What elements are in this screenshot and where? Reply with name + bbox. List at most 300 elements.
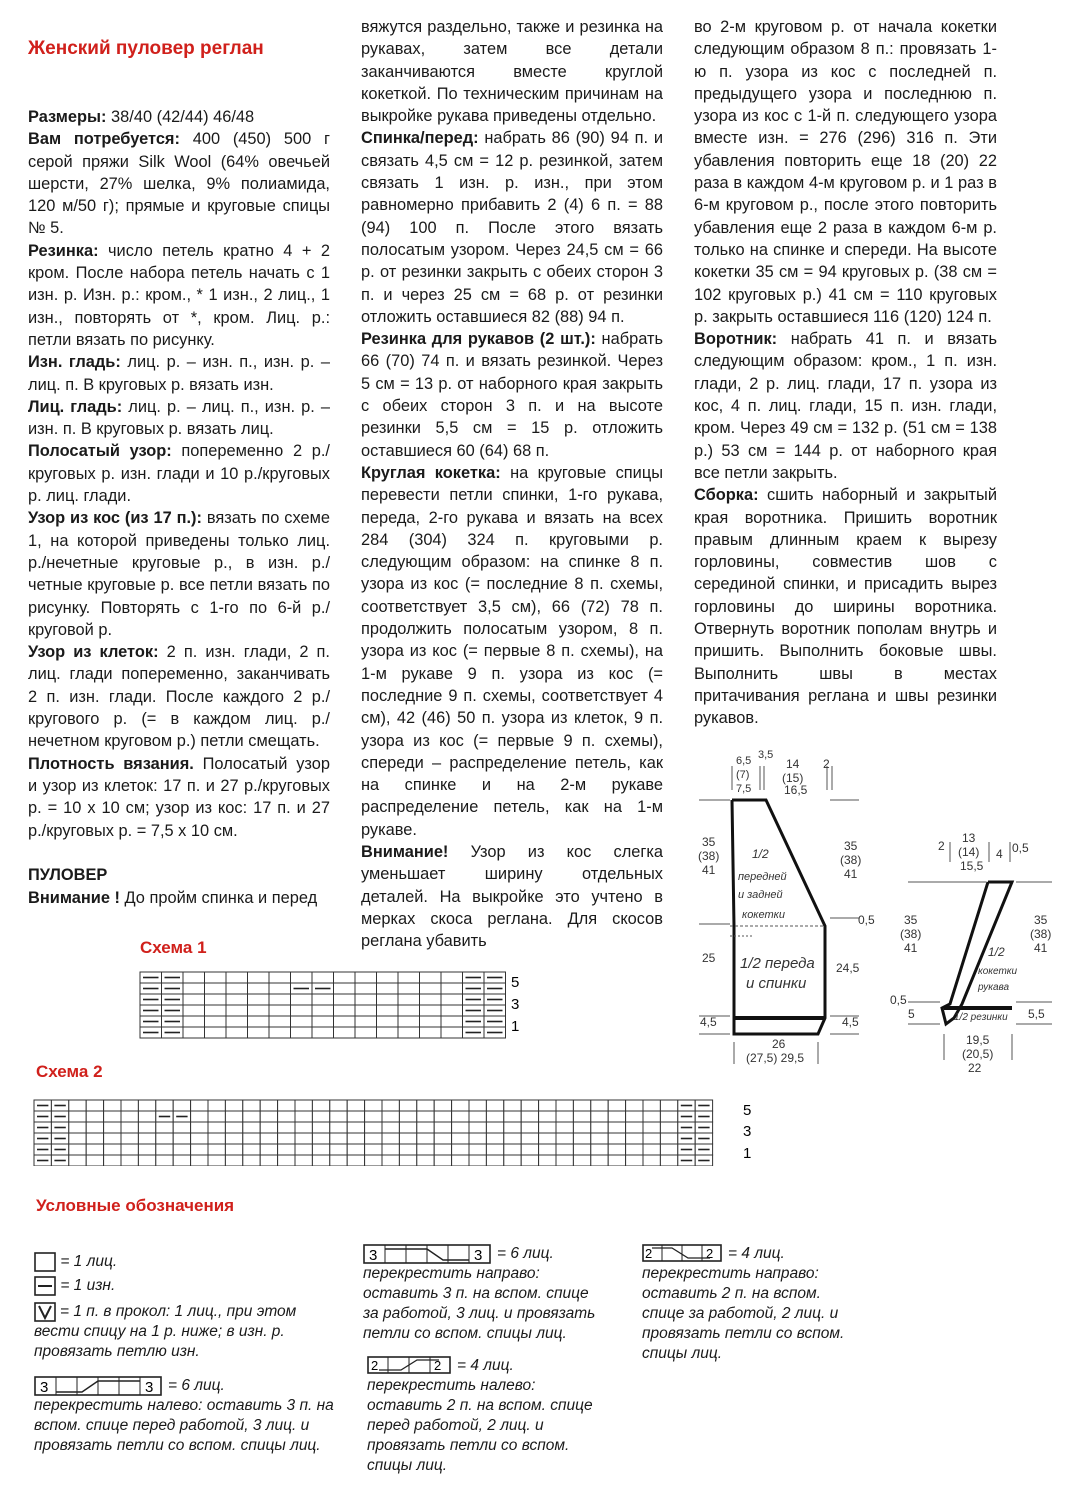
chart-cell: [205, 972, 227, 983]
chart-cell: [312, 1111, 329, 1122]
legend-purl: = 1 изн.: [34, 1276, 334, 1296]
chart-cell: [399, 1122, 416, 1133]
chart-cell: [183, 1027, 205, 1038]
chart-cell: [260, 1100, 277, 1111]
cross-4-right-symbol-icon: [642, 1244, 722, 1262]
paragraph: [28, 351, 330, 396]
chart-cell: [226, 972, 248, 983]
chart-cell: [382, 1100, 399, 1111]
svg-text:(38): (38): [698, 849, 720, 863]
chart-cell: [573, 1144, 590, 1155]
chart-cell: [441, 972, 463, 983]
svg-text:кокетки: кокетки: [742, 909, 785, 921]
chart-cell: [173, 1144, 190, 1155]
paragraph-text: попеременно 2 р./круговых р. изн. глади и 10 р./круговых р. лиц. глади.: [28, 442, 330, 506]
paragraph-heading: Резинка:: [28, 241, 99, 260]
chart-cell: [434, 1122, 451, 1133]
chart-cell: [434, 1155, 451, 1166]
paragraph: [361, 841, 663, 952]
sleeve-pattern-diagram: [888, 828, 1078, 1080]
paragraph-text: лиц. р. – изн. п., изн. р. – лиц. п. В круговых р. вязать изн.: [28, 353, 330, 394]
chart-cell: [355, 983, 377, 994]
chart-cell: [365, 1111, 382, 1122]
chart-cell: [420, 1005, 442, 1016]
chart-cell: [334, 1016, 356, 1027]
chart-cell: [156, 1144, 173, 1155]
svg-text:35: 35: [844, 839, 858, 853]
chart-cell: [591, 1155, 608, 1166]
chart-cell: [312, 1144, 329, 1155]
chart-cell: [225, 1155, 242, 1166]
chart-cell: [226, 983, 248, 994]
paragraph-heading: Спинка/перед:: [361, 129, 479, 148]
chart-cell: [205, 1027, 227, 1038]
legend-cross6-right: 3 3 = 6 лиц. перекрестить направо: оставить 3 п. на вспом. спице за работой, 3 лиц. и провязать петли со вспом. спицы лиц.: [363, 1245, 596, 1342]
chart-cell: [469, 1100, 486, 1111]
chart-cell: [539, 1111, 556, 1122]
scheme-1-title: Схема 1: [140, 938, 207, 957]
svg-text:35: 35: [702, 835, 716, 849]
chart-cell: [260, 1155, 277, 1166]
svg-text:3,5: 3,5: [758, 749, 774, 761]
chart-cell: [138, 1144, 155, 1155]
chart-cell: [260, 1144, 277, 1155]
svg-text:1/2: 1/2: [752, 847, 769, 861]
chart-cell: [104, 1122, 121, 1133]
purl-symbol-icon: [34, 1276, 56, 1296]
chart-cell: [225, 1144, 242, 1155]
svg-text:2: 2: [938, 839, 945, 853]
chart-cell: [399, 1133, 416, 1144]
page-title: Женский пуловер реглан: [28, 38, 264, 59]
chart-cell: [417, 1100, 434, 1111]
chart-cell: [86, 1155, 103, 1166]
chart-cell: [225, 1111, 242, 1122]
chart-cell: [626, 1111, 643, 1122]
chart-cell: [504, 1100, 521, 1111]
chart-cell: [208, 1155, 225, 1166]
svg-text:(14): (14): [958, 845, 980, 859]
chart-cell: [660, 1133, 677, 1144]
chart-cell: [504, 1144, 521, 1155]
chart-cell: [452, 1155, 469, 1166]
chart-cell: [452, 1100, 469, 1111]
chart-cell: [382, 1144, 399, 1155]
svg-text:41: 41: [702, 863, 716, 877]
svg-text:0,5: 0,5: [890, 993, 907, 1007]
chart-cell: [295, 1122, 312, 1133]
chart-cell: [208, 1111, 225, 1122]
cross-6-left-symbol-icon: [34, 1376, 162, 1396]
chart-cell: [183, 983, 205, 994]
chart-cell: [69, 1122, 86, 1133]
paragraph-text: Полосатый узор и узор из клеток: 17 п. и 27 р./круговых р. = 10 х 10 см; узор из кос: 17 п. и 27 р./круговых р. = 7,5 х 10 см.: [28, 754, 330, 840]
paragraph: [28, 396, 330, 441]
chart-cell: [441, 1027, 463, 1038]
chart-cell: [626, 1155, 643, 1166]
svg-text:3: 3: [474, 1247, 483, 1264]
chart-cell: [399, 1100, 416, 1111]
chart-cell: [355, 1027, 377, 1038]
chart-cell: [330, 1144, 347, 1155]
chart-cell: [573, 1122, 590, 1133]
chart-cell: [205, 1016, 227, 1027]
chart-cell: [269, 972, 291, 983]
chart-cell: [417, 1111, 434, 1122]
paragraph-heading: Лиц. гладь:: [28, 397, 123, 416]
svg-text:14: 14: [786, 757, 800, 771]
chart-cell: [556, 1133, 573, 1144]
scheme-2-row-label: 3: [743, 1123, 752, 1140]
chart-cell: [539, 1144, 556, 1155]
chart-cell: [521, 1111, 538, 1122]
chart-cell: [573, 1133, 590, 1144]
chart-cell: [278, 1122, 295, 1133]
svg-text:4,5: 4,5: [700, 1015, 717, 1029]
scheme-2-grid: [34, 1100, 713, 1166]
chart-cell: [173, 1133, 190, 1144]
chart-cell: [398, 1027, 420, 1038]
chart-cell: [434, 1111, 451, 1122]
paragraph-text: вязать по схеме 1, на которой приведены только лиц. р./нечетные круговые р., в изн. р./четные круговые р. все петли вязать по рисунку. Повторять с 1-го по 6-й р./круговой р.: [28, 509, 331, 639]
svg-text:(38): (38): [840, 853, 862, 867]
svg-text:41: 41: [904, 941, 918, 955]
chart-cell: [399, 1155, 416, 1166]
chart-cell: [312, 1122, 329, 1133]
chart-cell: [591, 1122, 608, 1133]
svg-text:16,5: 16,5: [784, 783, 808, 797]
chart-cell: [626, 1144, 643, 1155]
paragraph-text: 38/40 (42/44) 46/48: [106, 108, 255, 126]
paragraph: [28, 128, 330, 239]
chart-cell: [121, 1144, 138, 1155]
chart-cell: [312, 1016, 334, 1027]
chart-cell: [173, 1122, 190, 1133]
chart-cell: [312, 994, 334, 1005]
chart-cell: [205, 983, 227, 994]
svg-text:(15): (15): [782, 771, 804, 785]
chart-cell: [355, 994, 377, 1005]
chart-cell: [608, 1122, 625, 1133]
chart-cell: [312, 1133, 329, 1144]
chart-cell: [608, 1133, 625, 1144]
chart-cell: [208, 1100, 225, 1111]
chart-cell: [521, 1133, 538, 1144]
svg-text:5: 5: [908, 1007, 915, 1021]
chart-cell: [441, 1005, 463, 1016]
chart-cell: [69, 1100, 86, 1111]
chart-cell: [156, 1122, 173, 1133]
chart-cell: [347, 1111, 364, 1122]
chart-cell: [347, 1100, 364, 1111]
chart-cell: [312, 1027, 334, 1038]
chart-cell: [556, 1111, 573, 1122]
svg-text:(27,5) 29,5: (27,5) 29,5: [746, 1051, 805, 1065]
chart-cell: [556, 1100, 573, 1111]
chart-cell: [225, 1133, 242, 1144]
paragraph: [361, 328, 663, 462]
svg-text:2: 2: [434, 1358, 442, 1373]
chart-cell: [248, 1005, 270, 1016]
chart-cell: [291, 972, 313, 983]
chart-cell: [269, 994, 291, 1005]
svg-text:1/2: 1/2: [988, 945, 1005, 959]
svg-text:1/2 переда: 1/2 переда: [740, 955, 815, 972]
chart-cell: [486, 1144, 503, 1155]
paragraph-heading: Изн. гладь:: [28, 353, 121, 372]
chart-cell: [469, 1133, 486, 1144]
paragraph-text: набрать 66 (70) 74 п. и вязать резинкой. Через 5 см = 13 р. от наборного края закрыть с обеих сторон 3 п. и на высоте резинки 5,5 см = 15 р. отложить оставшиеся 60 (64) 68 п.: [361, 330, 664, 460]
paragraph-heading: Воротник:: [694, 330, 778, 349]
chart-cell: [104, 1144, 121, 1155]
chart-cell: [420, 1016, 442, 1027]
chart-cell: [365, 1100, 382, 1111]
chart-cell: [330, 1133, 347, 1144]
chart-cell: [183, 1005, 205, 1016]
chart-cell: [486, 1100, 503, 1111]
chart-cell: [86, 1100, 103, 1111]
scheme-1-grid: [140, 972, 506, 1038]
chart-cell: [591, 1111, 608, 1122]
chart-cell: [226, 1005, 248, 1016]
chart-cell: [291, 1027, 313, 1038]
chart-cell: [334, 994, 356, 1005]
svg-text:24,5: 24,5: [836, 961, 860, 975]
paragraph: [694, 16, 997, 328]
svg-text:15,5: 15,5: [960, 859, 984, 873]
chart-cell: [248, 1027, 270, 1038]
chart-cell: [243, 1100, 260, 1111]
slip-stitch-symbol-icon: [34, 1302, 56, 1322]
column-3: [694, 16, 997, 730]
chart-cell: [295, 1133, 312, 1144]
chart-cell: [365, 1144, 382, 1155]
chart-cell: [486, 1133, 503, 1144]
scheme-2-row-label: 5: [743, 1102, 752, 1119]
chart-cell: [539, 1155, 556, 1166]
chart-cell: [626, 1100, 643, 1111]
svg-text:26: 26: [772, 1037, 786, 1051]
chart-cell: [248, 1016, 270, 1027]
svg-text:и задней: и задней: [738, 889, 783, 901]
svg-text:25: 25: [702, 951, 716, 965]
scheme-1-row-label: 5: [511, 974, 520, 991]
chart-cell: [138, 1133, 155, 1144]
scheme-1-row-label: 1: [511, 1018, 520, 1035]
chart-cell: [355, 1005, 377, 1016]
chart-cell: [183, 972, 205, 983]
chart-cell: [69, 1144, 86, 1155]
paragraph-heading: Полосатый узор:: [28, 442, 172, 461]
chart-cell: [330, 1100, 347, 1111]
chart-cell: [420, 1027, 442, 1038]
paragraph: [28, 440, 330, 507]
chart-cell: [104, 1133, 121, 1144]
chart-cell: [121, 1155, 138, 1166]
legend-cross4-right: 2 2 = 4 лиц. перекрестить направо: оставить 2 п. на вспом. спице за работой, 2 лиц. и провязать петли со вспом. спицы лиц.: [642, 1245, 845, 1362]
chart-cell: [260, 1111, 277, 1122]
chart-cell: [269, 1005, 291, 1016]
legend-cross6-left: 3 3 = 6 лиц. перекрестить налево: оставить 3 п. на вспом. спице перед работой, 3 лиц. и провязать петли со вспом. спицы лиц.: [34, 1377, 334, 1454]
chart-cell: [295, 1111, 312, 1122]
chart-cell: [399, 1144, 416, 1155]
chart-cell: [660, 1111, 677, 1122]
paragraph-text: набрать 41 п. и вязать следующим образом: кром., 1 п. изн. глади, 2 р. лиц. глади, 17 п. узора из кос, 4 п. лиц. глади, 15 п. изн. глади, кром. Через 49 см = 132 р. (51 см = 138 р.) 53 см = 144 р. от наборного края все петли закрыть.: [694, 330, 997, 482]
chart-cell: [243, 1144, 260, 1155]
chart-cell: [121, 1100, 138, 1111]
chart-cell: [248, 994, 270, 1005]
chart-cell: [205, 994, 227, 1005]
chart-cell: [104, 1111, 121, 1122]
chart-cell: [377, 1016, 399, 1027]
chart-cell: [278, 1155, 295, 1166]
chart-cell: [191, 1111, 208, 1122]
attention-note: Внимание ! До пройм спинка и перед: [28, 889, 318, 907]
chart-cell: [382, 1122, 399, 1133]
chart-cell: [643, 1122, 660, 1133]
scheme-2-chart: [32, 1098, 772, 1166]
paragraph-text: 2 п. изн. глади, 2 п. лиц. глади попеременно, заканчивать 2 п. изн. глади. После каждого 2 р./кругового р. (= в каждом лиц. р./нечетном круговом р.) петли смещать.: [28, 643, 330, 751]
chart-cell: [382, 1111, 399, 1122]
paragraph: [694, 484, 997, 729]
chart-cell: [334, 1005, 356, 1016]
chart-cell: [398, 972, 420, 983]
cross-4-left-symbol-icon: [367, 1356, 451, 1374]
chart-cell: [486, 1122, 503, 1133]
chart-cell: [121, 1122, 138, 1133]
chart-cell: [183, 1016, 205, 1027]
chart-cell: [556, 1144, 573, 1155]
paragraph: [28, 507, 330, 641]
chart-cell: [434, 1144, 451, 1155]
chart-cell: [347, 1133, 364, 1144]
chart-cell: [225, 1122, 242, 1133]
chart-cell: [486, 1155, 503, 1166]
svg-text:7,5: 7,5: [736, 783, 752, 795]
chart-cell: [295, 1100, 312, 1111]
chart-cell: [420, 994, 442, 1005]
paragraph-heading: Внимание!: [361, 842, 449, 861]
chart-cell: [226, 994, 248, 1005]
chart-cell: [643, 1155, 660, 1166]
chart-cell: [191, 1155, 208, 1166]
chart-cell: [452, 1111, 469, 1122]
svg-text:22: 22: [968, 1061, 982, 1075]
chart-cell: [365, 1155, 382, 1166]
chart-cell: [330, 1155, 347, 1166]
chart-cell: [399, 1111, 416, 1122]
chart-cell: [183, 994, 205, 1005]
paragraph-text: 400 (450) 500 г серой пряжи Silk Wool (64% овечьей шерсти, 27% шелка, 9% полиамида, 120 м/50 г); прямые и круговые спицы № 5.: [28, 130, 330, 238]
scheme-2-title: Схема 2: [36, 1062, 103, 1081]
chart-cell: [69, 1155, 86, 1166]
chart-cell: [138, 1155, 155, 1166]
svg-text:2: 2: [823, 757, 830, 771]
svg-text:41: 41: [1034, 941, 1048, 955]
svg-text:и спинки: и спинки: [746, 975, 807, 992]
chart-cell: [69, 1111, 86, 1122]
svg-text:4,5: 4,5: [842, 1015, 859, 1029]
svg-text:3: 3: [145, 1379, 154, 1396]
paragraph-heading: Круглая кокетка:: [361, 463, 501, 482]
chart-cell: [243, 1111, 260, 1122]
chart-cell: [243, 1155, 260, 1166]
svg-text:35: 35: [904, 913, 918, 927]
chart-cell: [226, 1027, 248, 1038]
chart-cell: [365, 1133, 382, 1144]
svg-text:2: 2: [706, 1246, 714, 1261]
chart-cell: [173, 1155, 190, 1166]
chart-cell: [86, 1111, 103, 1122]
chart-cell: [86, 1122, 103, 1133]
chart-cell: [291, 994, 313, 1005]
chart-cell: [138, 1111, 155, 1122]
chart-cell: [248, 972, 270, 983]
chart-cell: [398, 1016, 420, 1027]
paragraph-heading: Узор из клеток:: [28, 643, 159, 662]
chart-cell: [441, 1016, 463, 1027]
chart-cell: [417, 1133, 434, 1144]
chart-cell: [608, 1144, 625, 1155]
chart-cell: [173, 1100, 190, 1111]
chart-cell: [660, 1100, 677, 1111]
chart-cell: [330, 1122, 347, 1133]
paragraph-text: сшить наборный и закрытый края воротника. Пришить воротник правым длинным краем к вырезу горловины, совместив шов с серединой спинки, и присадить вырез горловины до ширины воротника. Отвернуть воротник пополам внутрь и пришить. Выполнить боковые швы. Выполнить швы в местах притачивания реглана и швы резинки рукавов.: [694, 486, 997, 728]
chart-cell: [377, 1005, 399, 1016]
chart-cell: [377, 972, 399, 983]
paragraph: [361, 127, 663, 328]
svg-text:кокетки: кокетки: [978, 966, 1018, 977]
column-1: [28, 106, 330, 842]
paragraph-heading: Сборка:: [694, 486, 759, 505]
chart-cell: [334, 1027, 356, 1038]
chart-cell: [208, 1133, 225, 1144]
knit-symbol-icon: [34, 1252, 56, 1272]
chart-cell: [248, 983, 270, 994]
chart-cell: [355, 1016, 377, 1027]
svg-text:(38): (38): [900, 927, 922, 941]
chart-cell: [504, 1155, 521, 1166]
chart-cell: [417, 1144, 434, 1155]
chart-cell: [243, 1122, 260, 1133]
column-2: [361, 16, 663, 952]
chart-cell: [382, 1155, 399, 1166]
chart-cell: [539, 1133, 556, 1144]
svg-text:2: 2: [645, 1246, 653, 1261]
chart-cell: [660, 1122, 677, 1133]
chart-cell: [420, 972, 442, 983]
chart-cell: [312, 1100, 329, 1111]
chart-cell: [626, 1122, 643, 1133]
paragraph: [28, 641, 330, 752]
chart-cell: [260, 1133, 277, 1144]
chart-cell: [398, 1005, 420, 1016]
chart-cell: [420, 983, 442, 994]
chart-cell: [191, 1100, 208, 1111]
chart-cell: [278, 1111, 295, 1122]
chart-cell: [504, 1111, 521, 1122]
paragraph: [28, 240, 330, 351]
chart-cell: [191, 1144, 208, 1155]
svg-text:41: 41: [844, 867, 858, 881]
chart-cell: [556, 1122, 573, 1133]
svg-text:19,5: 19,5: [966, 1033, 990, 1047]
chart-cell: [608, 1100, 625, 1111]
chart-cell: [208, 1144, 225, 1155]
chart-cell: [121, 1111, 138, 1122]
chart-cell: [521, 1144, 538, 1155]
svg-text:2: 2: [371, 1358, 379, 1373]
